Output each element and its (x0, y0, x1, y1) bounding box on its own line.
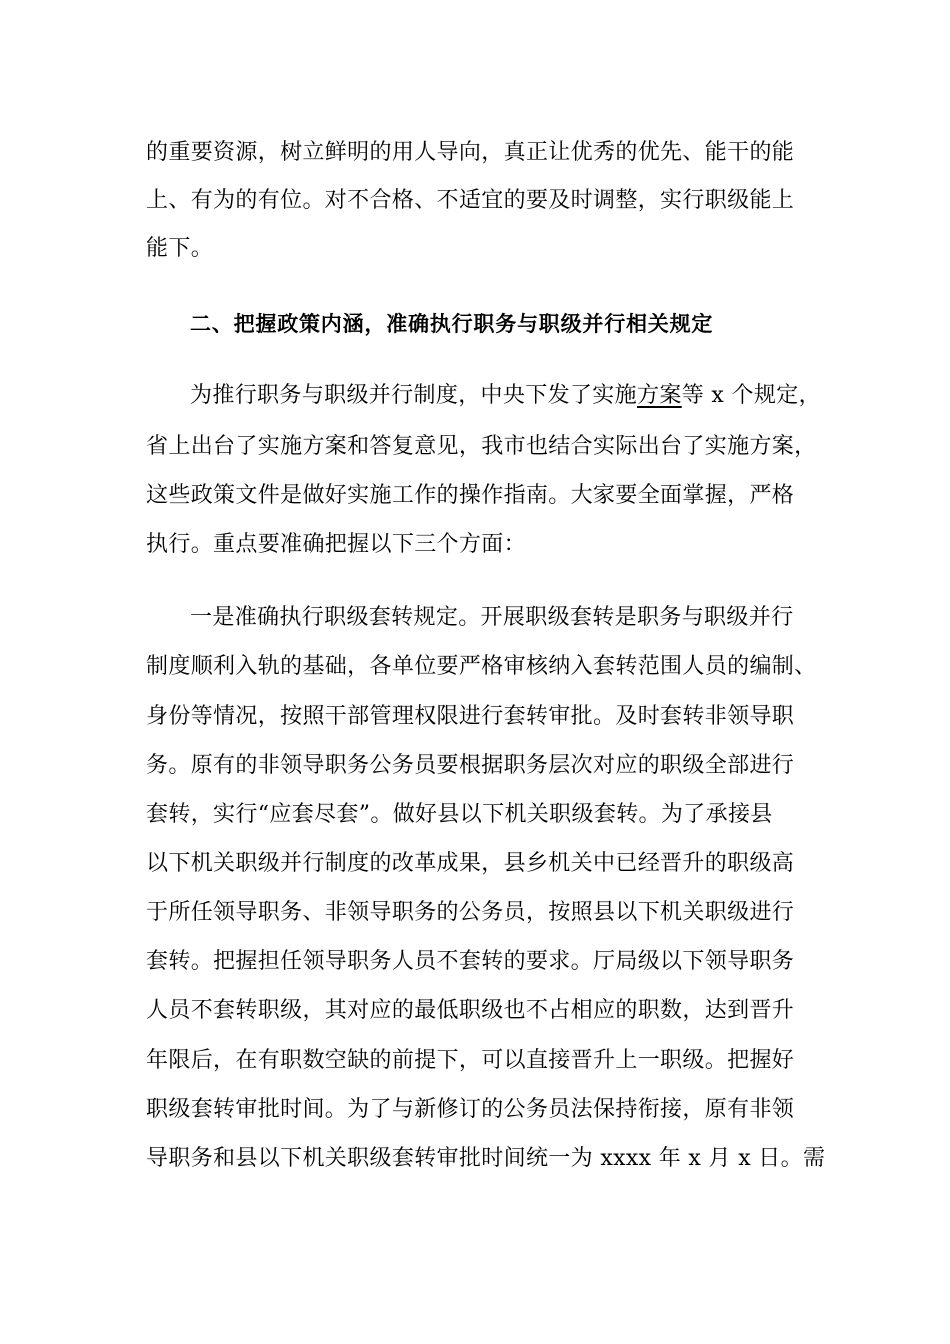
paragraph-3-line-7: 于所任领导职务、非领导职务的公务员，按照县以下机关职级进行 (146, 900, 795, 925)
paragraph-3-line-12: 导职务和县以下机关职级套转审批时间统一为 xxxx 年 x 月 x 日。需 (146, 1146, 826, 1171)
paragraph-2-line-1-end: 等 x 个规定， (681, 383, 821, 408)
paragraph-2-line-1 (190, 381, 821, 411)
section-heading: 二、把握政策内涵，准确执行职务与职级并行相关规定 (190, 312, 714, 336)
paragraph-1-line-1: 的重要资源，树立鲜明的用人导向，真正让优秀的优先、能干的能 (146, 140, 795, 165)
paragraph-3-line-8: 套转。把握担任领导职务人员不套转的要求。厅局级以下领导职务 (146, 949, 795, 974)
paragraph-2-line-2: 省上出台了实施方案和答复意见，我市也结合实际出台了实施方案， (146, 434, 817, 459)
paragraph-3-line-2: 制度顺利入轨的基础，各单位要严格审核纳入套转范围人员的编制、 (146, 654, 817, 679)
paragraph-2-line-1-start: 为推行职务与职级并行制度，中央下发了实施 (190, 383, 638, 408)
paragraph-3-line-11: 职级套转审批时间。为了与新修订的公务员法保持衔接，原有非领 (146, 1097, 795, 1122)
paragraph-3-line-5: 套转，实行“应套尽套”。做好县以下机关职级套转。为了承接县 (146, 802, 773, 827)
paragraph-3-line-9: 人员不套转职级，其对应的最低职级也不占相应的职数，达到晋升 (146, 998, 795, 1023)
paragraph-3-line-4: 务。原有的非领导职务公务员要根据职务层次对应的职级全部进行 (146, 753, 795, 778)
paragraph-3-line-3: 身份等情况，按照干部管理权限进行套转审批。及时套转非领导职 (146, 704, 795, 729)
plan-link[interactable]: 方案 (637, 383, 682, 408)
paragraph-2-line-3: 这些政策文件是做好实施工作的操作指南。大家要全面掌握，严格 (146, 483, 795, 508)
paragraph-3-line-10: 年限后，在有职数空缺的前提下，可以直接晋升上一职级。把握好 (146, 1048, 795, 1073)
paragraph-3-line-1: 一是准确执行职级套转规定。开展职级套转是职务与职级并行 (190, 605, 794, 630)
paragraph-1-line-3: 能下。 (146, 236, 214, 261)
paragraph-2-line-4: 执行。重点要准确把握以下三个方面： (146, 532, 526, 557)
paragraph-3-line-6: 以下机关职级并行制度的改革成果，县乡机关中已经晋升的职级高 (146, 851, 795, 876)
paragraph-1-line-2: 上、有为的有位。对不合格、不适宜的要及时调整，实行职级能上 (146, 188, 795, 213)
